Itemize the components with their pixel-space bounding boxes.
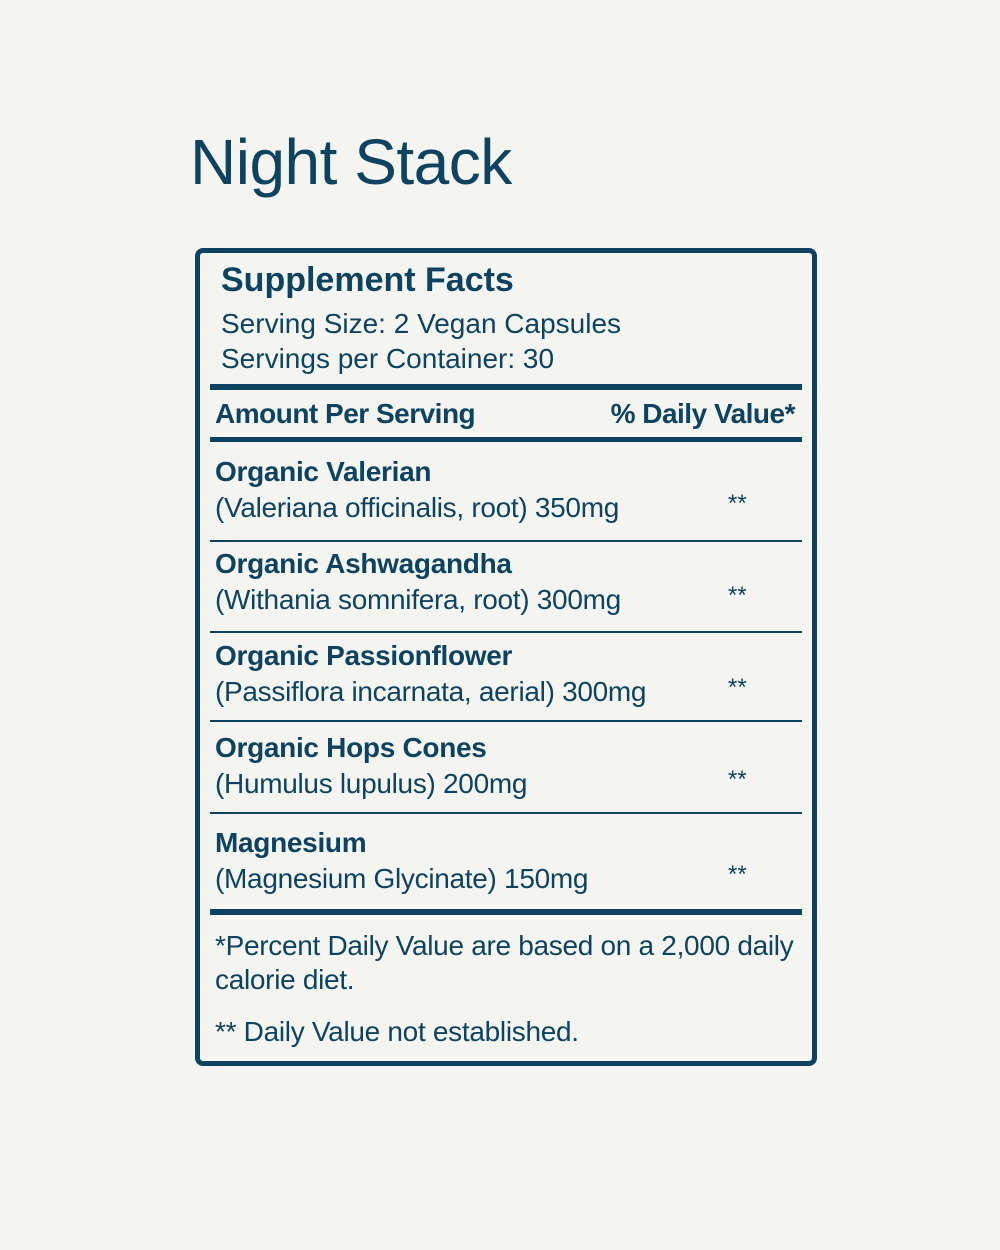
page-title: Night Stack	[190, 126, 512, 198]
row-divider	[210, 812, 802, 814]
footnote-not-established: ** Daily Value not established.	[215, 1016, 579, 1047]
ingredient-name: Organic Valerian	[215, 456, 432, 487]
ingredient-row-valerian	[210, 455, 802, 545]
supplement-facts-heading: Supplement Facts	[221, 261, 514, 299]
ingredient-detail: (Withania somnifera, root) 300mg	[215, 584, 621, 615]
row-divider	[210, 540, 802, 542]
thick-divider-top	[210, 384, 802, 390]
row-divider	[210, 720, 802, 722]
header-divider	[210, 437, 802, 442]
ingredient-name: Magnesium	[215, 827, 367, 858]
ingredient-daily-value: **	[728, 674, 747, 701]
ingredient-daily-value: **	[728, 582, 747, 609]
servings-per-container: Servings per Container: 30	[221, 343, 555, 374]
ingredient-name: Organic Ashwagandha	[215, 548, 512, 579]
ingredient-row-magnesium	[210, 826, 802, 916]
footnote-percent-daily-value: *Percent Daily Value are based on a 2,000 daily calorie diet.	[215, 930, 794, 995]
ingredient-name: Organic Hops Cones	[215, 732, 487, 763]
ingredient-detail: (Magnesium Glycinate) 150mg	[215, 863, 589, 894]
ingredient-detail: (Valeriana officinalis, root) 350mg	[215, 492, 620, 523]
column-header-amount: Amount Per Serving	[215, 398, 476, 429]
ingredient-daily-value: **	[728, 861, 747, 888]
ingredient-name: Organic Passionflower	[215, 640, 513, 671]
row-divider	[210, 631, 802, 633]
supplement-facts-panel	[195, 248, 817, 1066]
ingredient-row-ashwagandha	[210, 547, 802, 637]
ingredient-row-passionflower	[210, 639, 802, 729]
ingredient-row-hops-cones	[210, 731, 802, 821]
serving-size: Serving Size: 2 Vegan Capsules	[221, 308, 622, 339]
ingredient-daily-value: **	[728, 490, 747, 517]
ingredient-detail: (Passiflora incarnata, aerial) 300mg	[215, 676, 647, 707]
column-header-daily-value: % Daily Value*	[610, 398, 795, 429]
thick-divider-bottom	[210, 909, 802, 915]
ingredient-detail: (Humulus lupulus) 200mg	[215, 768, 528, 799]
ingredient-daily-value: **	[728, 766, 747, 793]
